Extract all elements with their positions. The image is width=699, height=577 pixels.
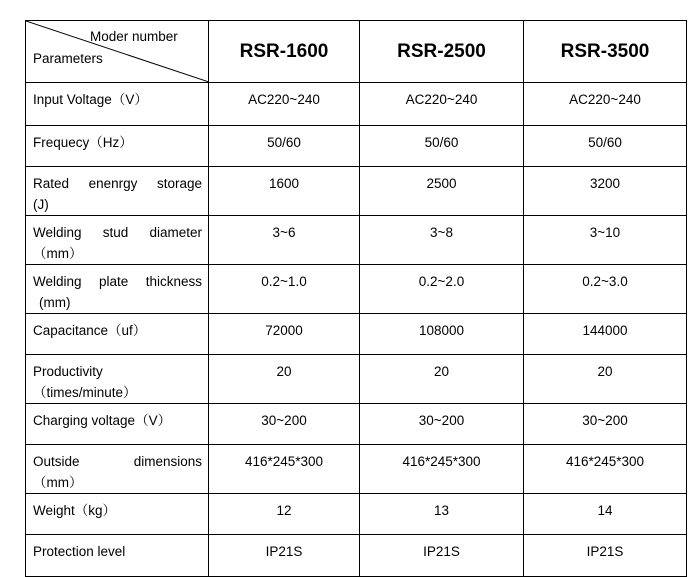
table-row: [26, 126, 687, 167]
param-rated-energy-storage: Rated enenrgy storage (J): [26, 167, 209, 216]
value-cell: 20: [209, 355, 360, 404]
value-cell: 13: [360, 494, 524, 535]
value-cell: 144000: [524, 314, 687, 355]
param-weight: Weight（kg）: [26, 494, 209, 535]
param-productivity: Productivity （times/minute）: [26, 355, 209, 404]
table-row: [26, 216, 687, 265]
value-cell: 12: [209, 494, 360, 535]
model-header-2: RSR-2500: [360, 21, 524, 83]
value-cell: 50/60: [524, 126, 687, 167]
table-row: [26, 445, 687, 494]
value-cell: 2500: [360, 167, 524, 216]
value-cell: 30~200: [524, 404, 687, 445]
param-frequency: Frequecy（Hz）: [26, 126, 209, 167]
value-cell: IP21S: [360, 535, 524, 577]
param-welding-stud-diameter: Welding stud diameter （mm）: [26, 216, 209, 265]
value-cell: 50/60: [209, 126, 360, 167]
model-header-3: RSR-3500: [524, 21, 687, 83]
value-cell: AC220~240: [209, 83, 360, 126]
value-cell: 3~10: [524, 216, 687, 265]
value-cell: 72000: [209, 314, 360, 355]
value-cell: AC220~240: [360, 83, 524, 126]
value-cell: IP21S: [209, 535, 360, 577]
value-cell: 0.2~2.0: [360, 265, 524, 314]
table-row: [26, 265, 687, 314]
header-row: [26, 21, 687, 83]
model-number-label: Moder number: [90, 29, 178, 44]
value-cell: 108000: [360, 314, 524, 355]
spec-table: [25, 20, 687, 577]
table-row: [26, 167, 687, 216]
value-cell: 50/60: [360, 126, 524, 167]
value-cell: 0.2~1.0: [209, 265, 360, 314]
value-cell: 30~200: [360, 404, 524, 445]
param-protection-level: Protection level: [26, 535, 209, 577]
table-row: [26, 535, 687, 577]
table-row: [26, 83, 687, 126]
parameters-label: Parameters: [33, 51, 103, 66]
value-cell: 20: [360, 355, 524, 404]
param-outside-dimensions: Outside dimensions （mm）: [26, 445, 209, 494]
table-row: [26, 404, 687, 445]
value-cell: 20: [524, 355, 687, 404]
corner-cell: [26, 21, 209, 83]
value-cell: 416*245*300: [524, 445, 687, 494]
param-capacitance: Capacitance（uf）: [26, 314, 209, 355]
value-cell: 3200: [524, 167, 687, 216]
value-cell: 416*245*300: [360, 445, 524, 494]
value-cell: 0.2~3.0: [524, 265, 687, 314]
value-cell: AC220~240: [524, 83, 687, 126]
value-cell: 14: [524, 494, 687, 535]
param-input-voltage: Input Voltage（V）: [26, 83, 209, 126]
model-header-1: RSR-1600: [209, 21, 360, 83]
value-cell: 3~6: [209, 216, 360, 265]
value-cell: 3~8: [360, 216, 524, 265]
table-row: [26, 355, 687, 404]
param-charging-voltage: Charging voltage（V）: [26, 404, 209, 445]
table-row: [26, 494, 687, 535]
table-row: [26, 314, 687, 355]
value-cell: 1600: [209, 167, 360, 216]
value-cell: IP21S: [524, 535, 687, 577]
value-cell: 416*245*300: [209, 445, 360, 494]
value-cell: 30~200: [209, 404, 360, 445]
param-welding-plate-thickness: Welding plate thickness (mm): [26, 265, 209, 314]
